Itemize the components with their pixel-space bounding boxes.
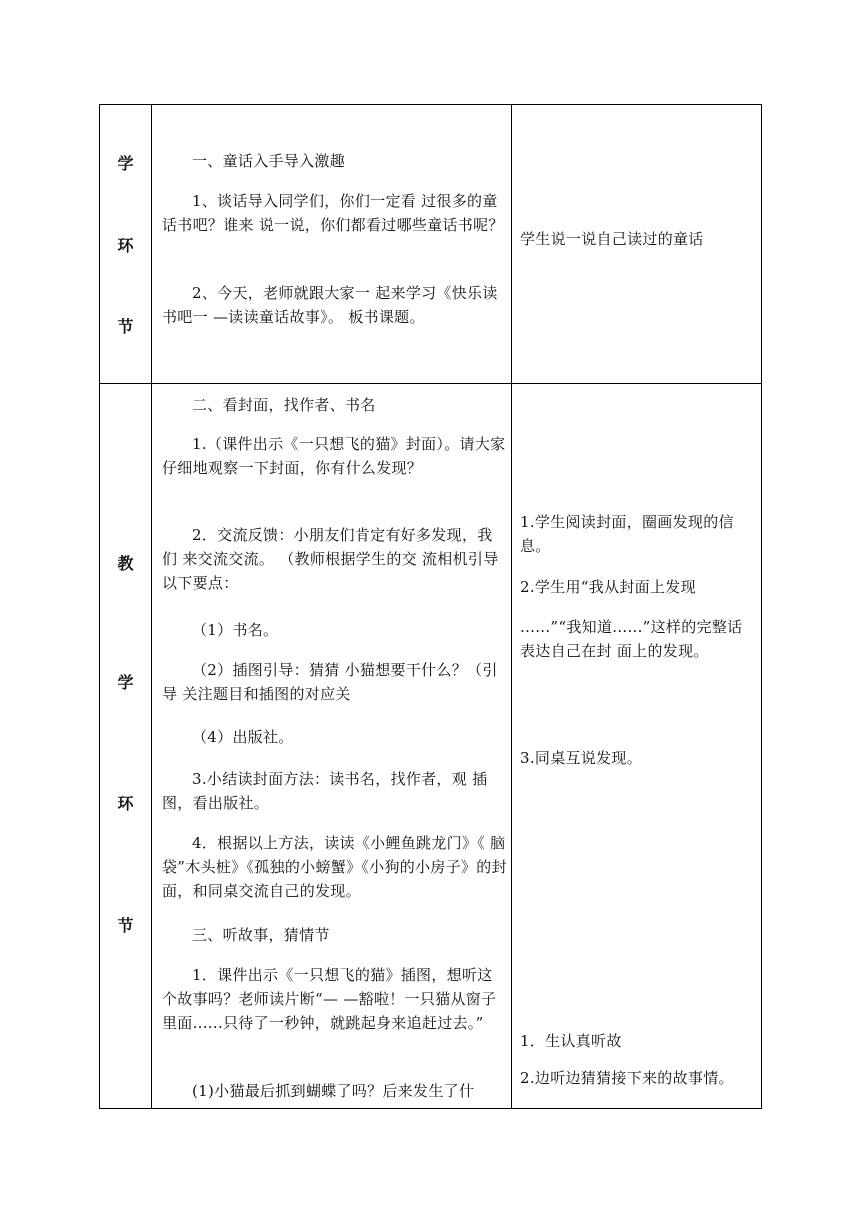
- section-label: 学: [117, 154, 134, 173]
- content-paragraph: 1.（课件出示《一只想飞的猫》封面）。请大家 仔细地观察一下封面，你有什么发现？: [162, 435, 506, 477]
- content-paragraph: 1、谈话导入同学们，你们一定看 过很多的童话书吧？谁来 说一说，你们都看过哪些童话书呢？: [162, 192, 504, 234]
- section-label: 教: [117, 554, 134, 573]
- content-paragraph: （2）插图引导：猜猜 小猫想要干什么？（引导 关注题目和插图的对应关: [162, 661, 498, 703]
- heading-text: 三、听故事，猜情节: [192, 926, 330, 944]
- student-activity: 3.同桌互说发现。: [520, 749, 643, 767]
- content-paragraph: (1)小猫最后抓到蝴蝶了吗？后来发生了什: [192, 1082, 475, 1100]
- section-label: 节: [117, 317, 134, 336]
- column-divider: [151, 105, 152, 1108]
- student-activity: 1．生认真听故: [520, 1032, 622, 1050]
- heading-text: 二、看封面，找作者、书名: [192, 396, 376, 414]
- content-paragraph: 2、今天，老师就跟大家一 起来学习《快乐读书吧一 —读读童话故事》。 板书课题。: [162, 284, 498, 326]
- section-label: 节: [117, 916, 134, 935]
- student-activity: 学生说一说自己读过的童话: [520, 230, 704, 248]
- content-paragraph: 1．课件出示《一只想飞的猫》插图，想听这个故事吗？老师读片断“— —豁啦！一只猫从窗子里面......只待了一秒钟，就跳起身来追赶过去。”: [162, 966, 497, 1032]
- content-paragraph: （1）书名。: [192, 621, 279, 639]
- content-paragraph: （4）出版社。: [192, 728, 294, 746]
- section-label: 环: [117, 794, 134, 813]
- student-activity: ......”“我知道......”这样的完整话表达自己在封 面上的发现。: [520, 618, 743, 660]
- student-activity: 1.学生阅读封面，圈画发现的信息。: [520, 513, 734, 555]
- student-activity: 2.边听边猜猜接下来的故事情。: [520, 1069, 734, 1087]
- content-paragraph: 3.小结读封面方法：读书名，找作者，观 插图，看出版社。: [162, 770, 488, 812]
- student-activity: 2.学生用“我从封面上发现: [520, 578, 696, 596]
- section-label: 学: [117, 673, 134, 692]
- content-paragraph: 2．交流反馈：小朋友们肯定有好多发现，我们 来交流交流。 （教师根据学生的交 流相机引导以下要点：: [162, 526, 499, 592]
- row-divider: [100, 383, 761, 384]
- column-divider: [511, 105, 512, 1108]
- section-label: 环: [117, 236, 134, 255]
- lesson-plan-table: [99, 104, 762, 1109]
- content-paragraph: 4．根据以上方法，读读《小鲤鱼跳龙门》《 脑袋”木头桩》《孤独的小螃蟹》《小狗的小房子》的封面，和同桌交流自己的发现。: [162, 834, 507, 900]
- heading-text: 一、童话入手导入激趣: [192, 152, 346, 170]
